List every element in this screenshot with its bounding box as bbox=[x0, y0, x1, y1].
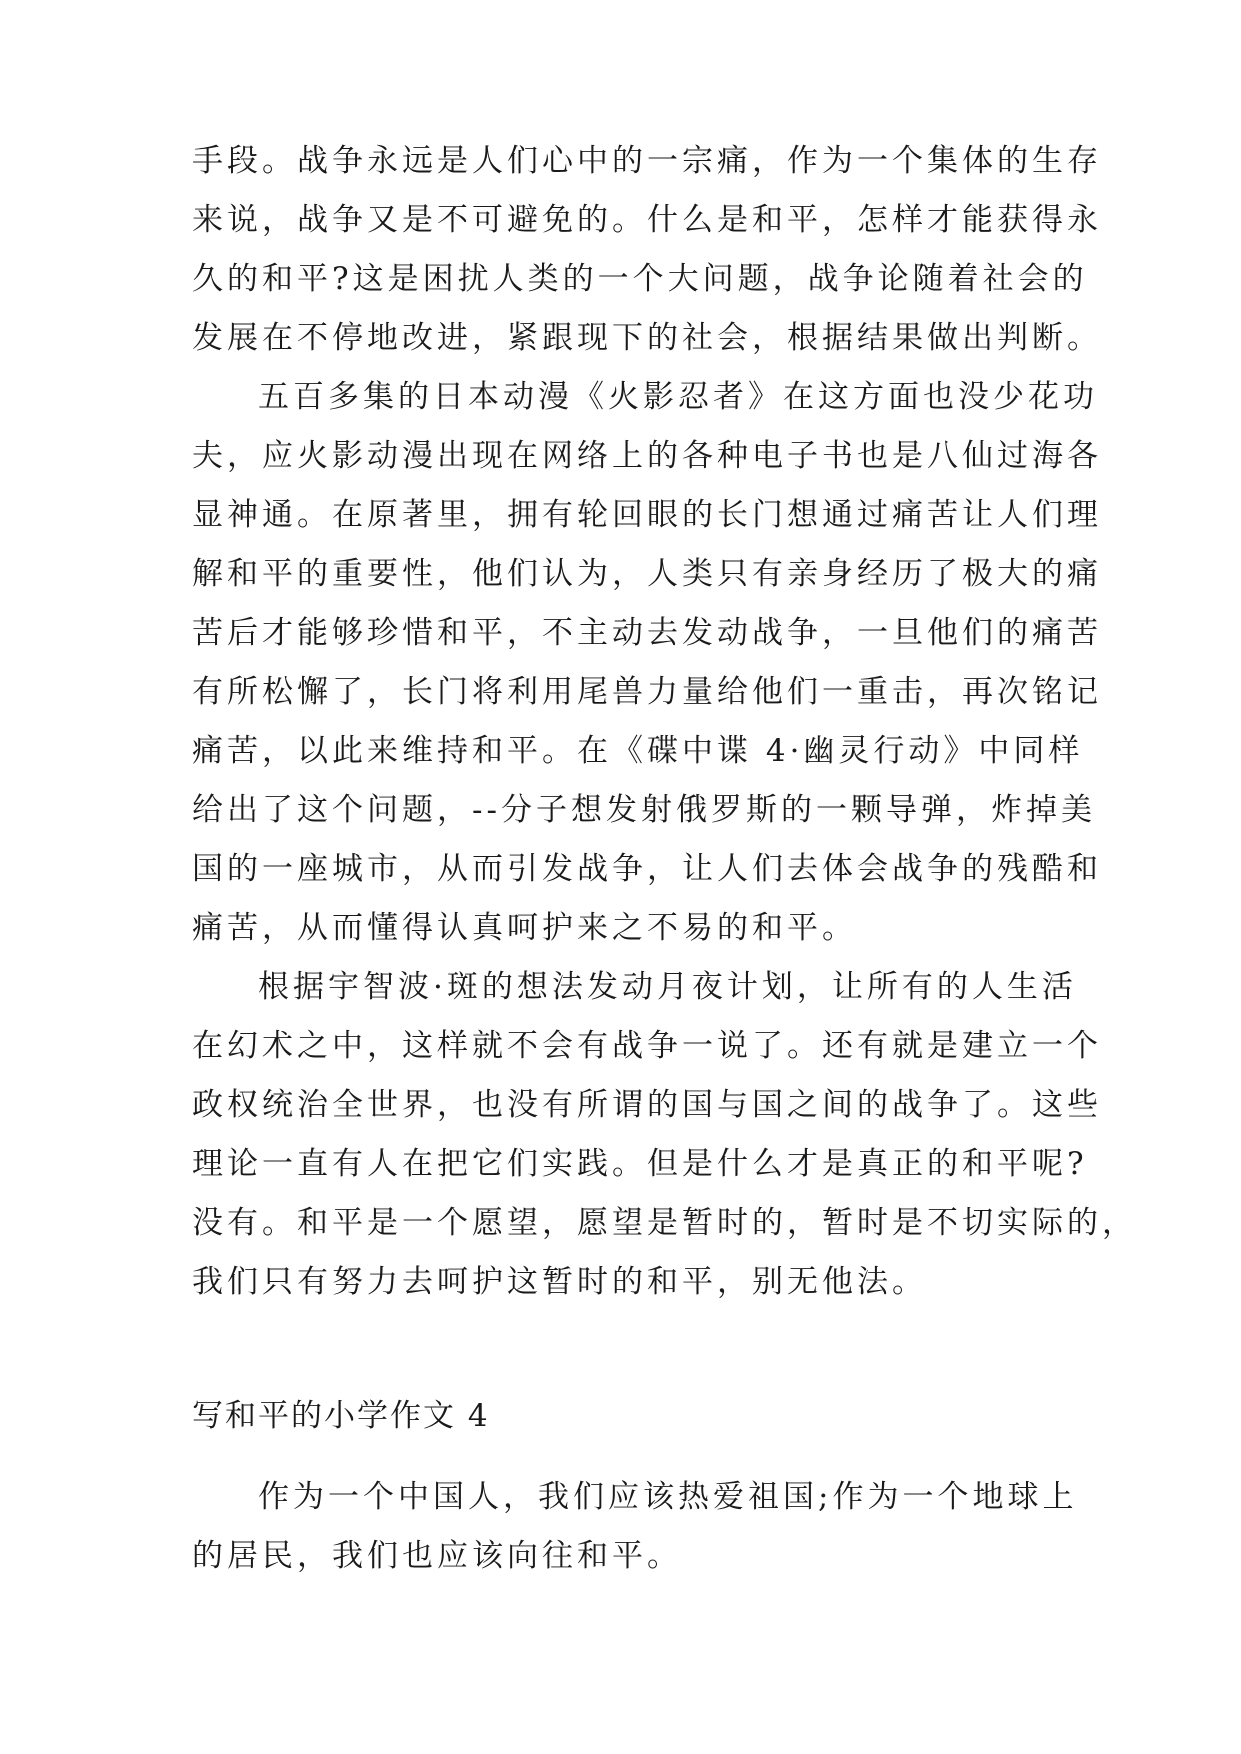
paragraph-4 bbox=[192, 1468, 1078, 1586]
paragraph-3 bbox=[192, 958, 1137, 1312]
text-line: 国的一座城市，从而引发战争，让人们去体会战争的残酷和 bbox=[192, 851, 1102, 887]
text-line: 痛苦，以此来维持和平。在《碟中谍 4·幽灵行动》中同样 bbox=[192, 733, 1084, 769]
text-line: 久的和平?这是困扰人类的一个大问题，战争论随着社会的 bbox=[192, 261, 1088, 297]
text-line: 发展在不停地改进，紧跟现下的社会，根据结果做出判断。 bbox=[192, 320, 1102, 356]
text-line: 夫，应火影动漫出现在网络上的各种电子书也是八仙过海各 bbox=[192, 438, 1102, 474]
text-line: 手段。战争永远是人们心中的一宗痛，作为一个集体的生存 bbox=[192, 143, 1102, 179]
text-line: 没有。和平是一个愿望，愿望是暂时的，暂时是不切实际的， bbox=[192, 1205, 1137, 1241]
text-line: 来说，战争又是不可避免的。什么是和平，怎样才能获得永 bbox=[192, 202, 1102, 238]
text-line: 五百多集的日本动漫《火影忍者》在这方面也没少花功 bbox=[258, 379, 1098, 415]
paragraph-2 bbox=[192, 368, 1102, 958]
text-line: 理论一直有人在把它们实践。但是什么才是真正的和平呢? bbox=[192, 1146, 1088, 1182]
text-line: 根据宇智波·斑的想法发动月夜计划，让所有的人生活 bbox=[258, 969, 1077, 1005]
text-line: 我们只有努力去呵护这暂时的和平，别无他法。 bbox=[192, 1264, 927, 1300]
text-line: 显神通。在原著里，拥有轮回眼的长门想通过痛苦让人们理 bbox=[192, 497, 1102, 533]
text-line: 在幻术之中，这样就不会有战争一说了。还有就是建立一个 bbox=[192, 1028, 1102, 1064]
text-line: 给出了这个问题，--分子想发射俄罗斯的一颗导弹，炸掉美 bbox=[192, 792, 1096, 828]
text-line: 的居民，我们也应该向往和平。 bbox=[192, 1538, 682, 1574]
paragraph-1 bbox=[192, 132, 1102, 368]
text-line: 解和平的重要性，他们认为，人类只有亲身经历了极大的痛 bbox=[192, 556, 1102, 592]
text-line: 痛苦，从而懂得认真呵护来之不易的和平。 bbox=[192, 910, 857, 946]
text-line: 政权统治全世界，也没有所谓的国与国之间的战争了。这些 bbox=[192, 1087, 1102, 1123]
text-line: 作为一个中国人，我们应该热爱祖国;作为一个地球上 bbox=[258, 1479, 1078, 1515]
text-line: 苦后才能够珍惜和平，不主动去发动战争，一旦他们的痛苦 bbox=[192, 615, 1102, 651]
text-line: 有所松懈了，长门将利用尾兽力量给他们一重击，再次铭记 bbox=[192, 674, 1102, 710]
section-heading: 写和平的小学作文 4 bbox=[192, 1398, 490, 1434]
